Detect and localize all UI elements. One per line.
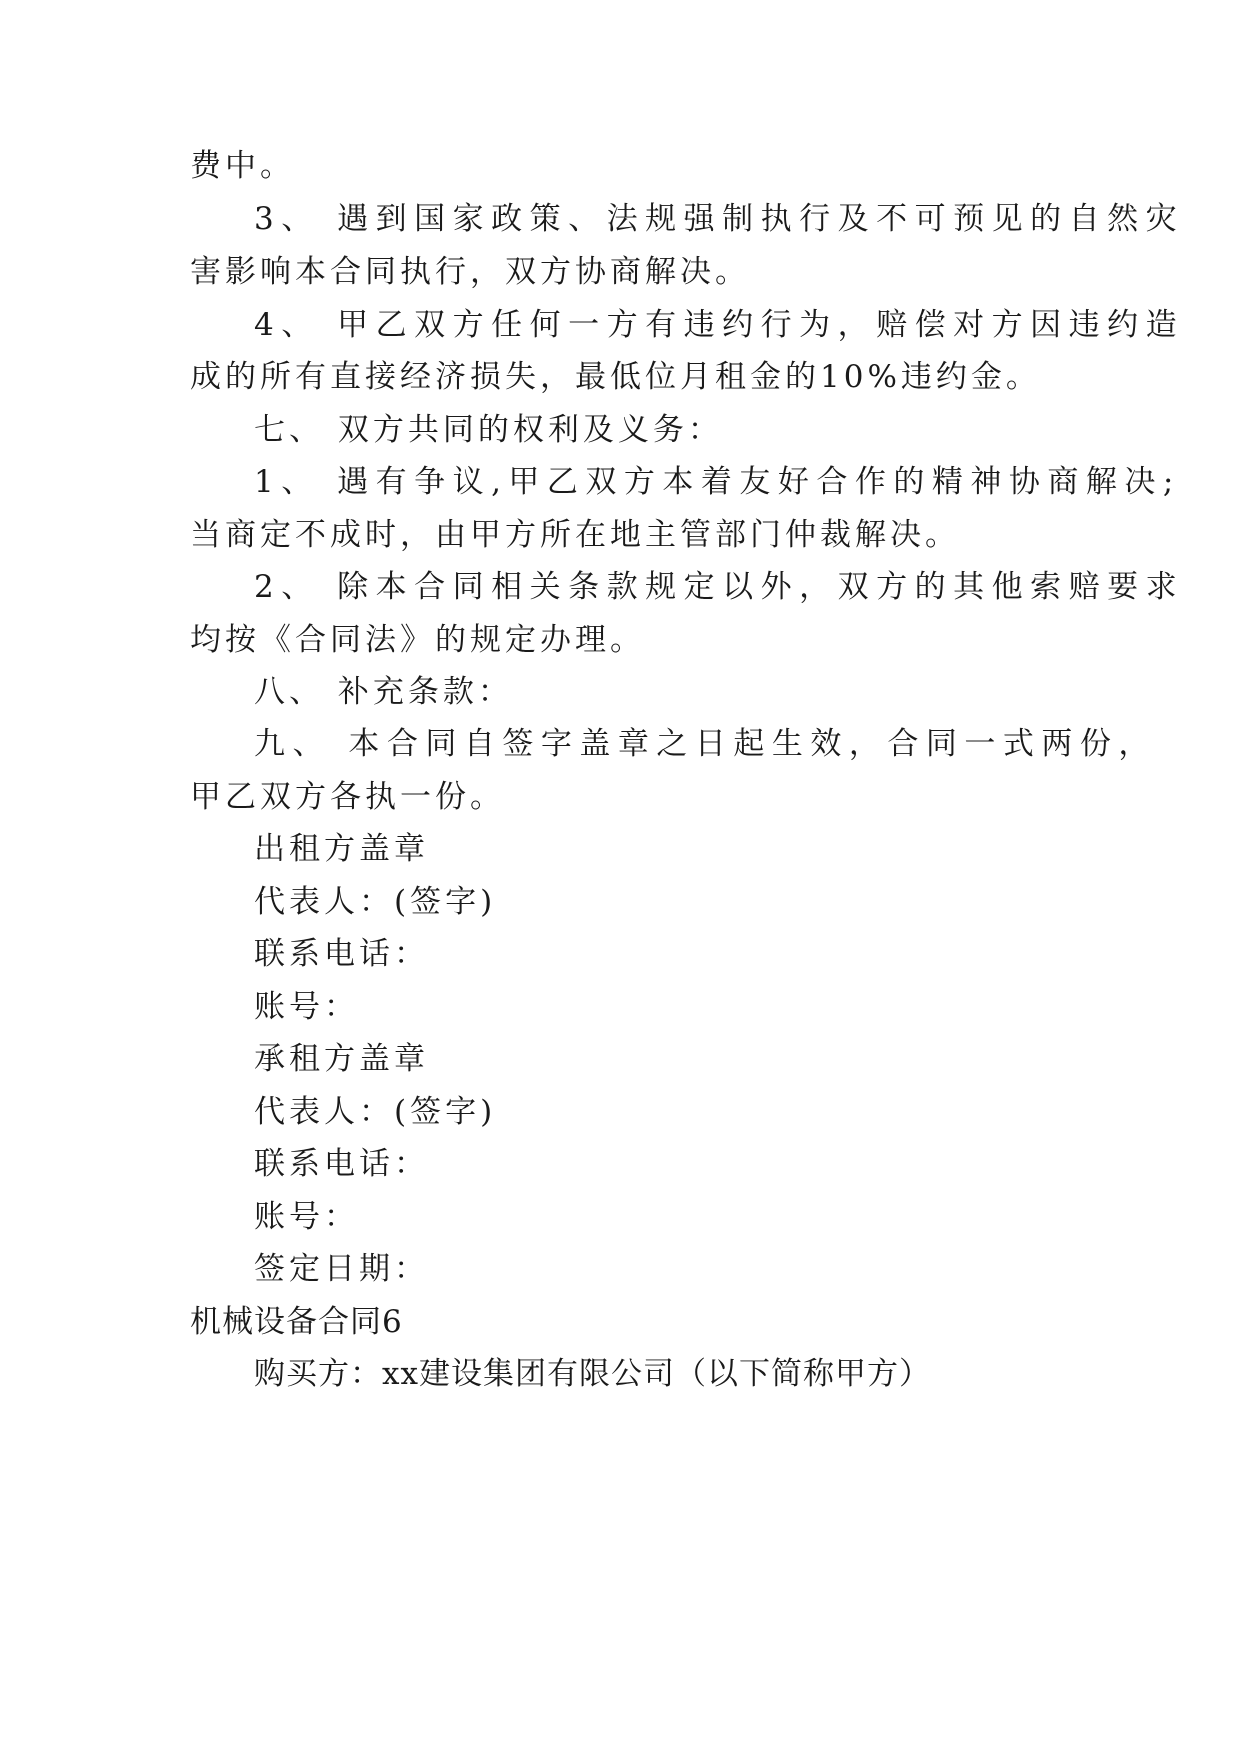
lessee-phone-label: 联系电话： (254, 1146, 429, 1182)
section-heading: 八、 补充条款： (254, 674, 513, 710)
text-line: 九、 本合同自签字盖章之日起生效，合同一式两份， (254, 726, 1157, 762)
text-line: 甲乙双方各执一份。 (190, 779, 505, 815)
section-heading: 七、 双方共同的权利及义务： (254, 412, 723, 448)
text-line: 均按《合同法》的规定办理。 (190, 622, 645, 658)
buyer-line: 购买方：xx建设集团有限公司（以下简称甲方） (254, 1356, 931, 1392)
text-line: 4、 甲乙双方任何一方有违约行为，赔偿对方因违约造 (254, 307, 1185, 343)
lessor-seal-label: 出租方盖章 (254, 831, 429, 867)
text-line: 成的所有直接经济损失，最低位月租金的10%违约金。 (190, 359, 1041, 395)
text-line: 当商定不成时，由甲方所在地主管部门仲裁解决。 (190, 517, 960, 553)
lessee-representative-label: 代表人：(签字) (254, 1094, 497, 1130)
text-line: 2、 除本合同相关条款规定以外，双方的其他索赔要求 (254, 569, 1185, 605)
lessee-account-label: 账号： (254, 1199, 359, 1235)
contract-title: 机械设备合同6 (190, 1304, 403, 1340)
text-line: 费中。 (190, 148, 295, 184)
text-line: 害影响本合同执行，双方协商解决。 (190, 254, 750, 290)
lessor-representative-label: 代表人：(签字) (254, 884, 497, 920)
text-line: 3、 遇到国家政策、法规强制执行及不可预见的自然灾 (254, 201, 1185, 237)
lessor-phone-label: 联系电话： (254, 936, 429, 972)
lessee-seal-label: 承租方盖章 (254, 1041, 429, 1077)
lessor-account-label: 账号： (254, 989, 359, 1025)
text-line: 1、 遇有争议,甲乙双方本着友好合作的精神协商解决; (254, 464, 1181, 500)
sign-date-label: 签定日期： (254, 1251, 429, 1287)
